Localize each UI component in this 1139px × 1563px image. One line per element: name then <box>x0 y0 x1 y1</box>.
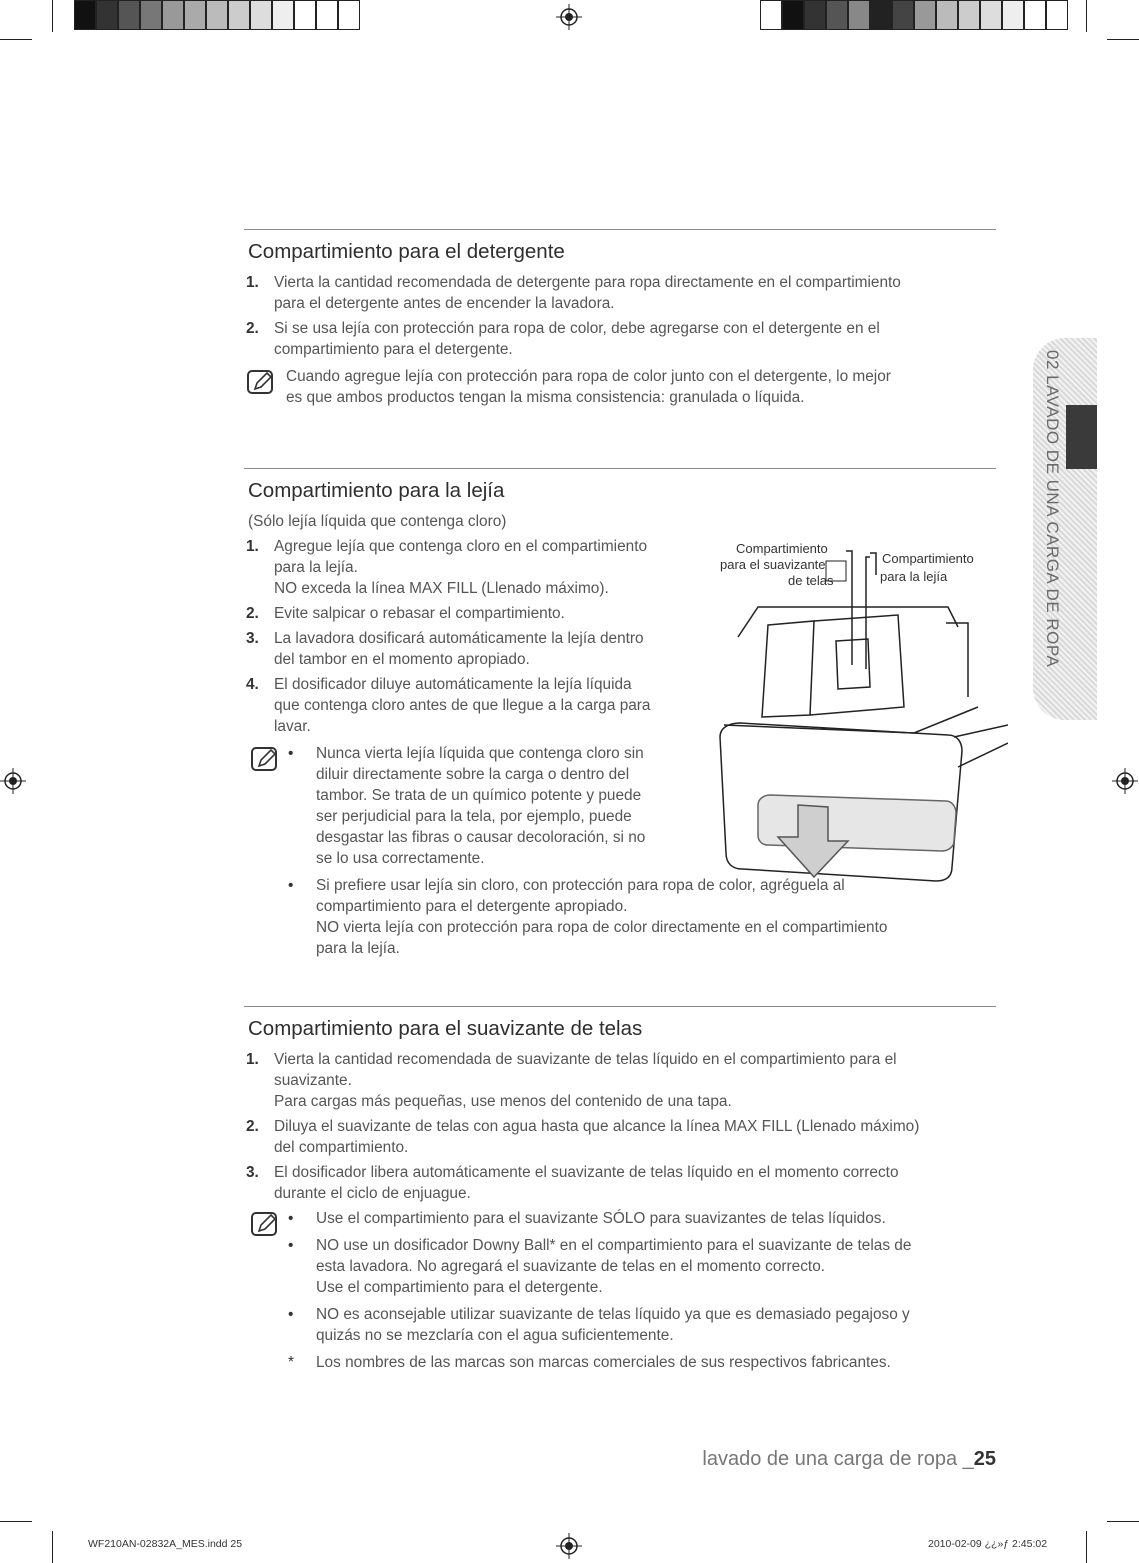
bullet-line: quizás no se mezclaría con el agua suficientemente. <box>316 1327 674 1344</box>
item-number: 1. <box>246 274 259 291</box>
bullet-line: diluir directamente sobre la carga o dentro del <box>316 766 630 783</box>
crop-mark <box>1086 0 1087 32</box>
item-line: para el detergente antes de encender la lavadora. <box>274 295 615 312</box>
section-softener <box>244 1006 996 1379</box>
chapter-tab-label: 02 LAVADO DE UNA CARGA DE ROPA <box>1043 350 1062 668</box>
note-line: es que ambos productos tengan la misma consistencia: granulada o líquida. <box>286 389 805 406</box>
item-number: 2. <box>246 1118 259 1135</box>
list-item <box>244 1116 996 1158</box>
note-footnote <box>244 1352 996 1373</box>
item-line: del compartimiento. <box>274 1139 409 1156</box>
item-line: Vierta la cantidad recomendada de suavizante de telas líquido en el compartimiento para el <box>274 1051 897 1068</box>
list-item <box>244 318 996 360</box>
bullet-mark: • <box>288 745 294 762</box>
bullet-line: se lo usa correctamente. <box>316 850 485 867</box>
section-detergent <box>244 229 996 408</box>
bullet-line: Nunca vierta lejía líquida que contenga cloro sin <box>316 745 644 762</box>
item-number: 3. <box>246 1164 259 1181</box>
registration-mark-icon <box>556 4 582 30</box>
list-item <box>244 1049 996 1112</box>
page-footer-title <box>702 1448 996 1471</box>
bullet-line: ser perjudicial para la tela, por ejemplo, puede <box>316 808 632 825</box>
bullet-line: Los nombres de las marcas son marcas comerciales de sus respectivos fabricantes. <box>316 1354 891 1371</box>
item-line: La lavadora dosificará automáticamente la lejía dentro <box>274 630 644 647</box>
bullet-mark: • <box>288 1237 294 1254</box>
item-line: del tambor en el momento apropiado. <box>274 651 530 668</box>
chapter-tab-marker <box>1066 405 1097 469</box>
crop-mark <box>1107 1521 1139 1522</box>
bleach-label-line: Compartimiento <box>882 551 974 566</box>
list-item <box>244 536 736 599</box>
bullet-line: NO use un dosificador Downy Ball* en el compartimiento para el suavizante de telas de <box>316 1237 912 1254</box>
dispenser-drawing <box>720 551 1008 881</box>
crop-mark <box>52 1531 53 1563</box>
print-timestamp: 2010-02-09 ¿¿»ƒ 2:45:02 <box>928 1538 1048 1550</box>
item-line: que contenga cloro antes de que llegue a la carga para <box>274 697 651 714</box>
note-bullet <box>244 1304 996 1346</box>
color-bar-left <box>74 0 360 30</box>
item-number: 1. <box>246 1051 259 1068</box>
item-line: Para cargas más pequeñas, use menos del contenido de una tapa. <box>274 1093 732 1110</box>
item-line: Evite salpicar o rebasar el compartimiento. <box>274 605 565 622</box>
note-bullet <box>244 1235 996 1298</box>
item-number: 2. <box>246 605 259 622</box>
section-title: Compartimiento para el suavizante de telas <box>248 1017 643 1040</box>
bullet-line: para la lejía. <box>316 940 400 957</box>
section-rule <box>244 229 996 230</box>
list-item <box>244 272 996 314</box>
crop-mark <box>1107 39 1139 40</box>
crop-mark <box>0 1521 32 1522</box>
color-bar-right <box>760 0 1068 30</box>
note-bullet <box>244 743 716 869</box>
item-line: Vierta la cantidad recomendada de detergente para ropa directamente en el compartimiento <box>274 274 901 291</box>
list-item <box>244 603 736 624</box>
crop-mark <box>1086 1531 1087 1563</box>
section-rule <box>244 468 996 469</box>
bullet-mark: • <box>288 877 294 894</box>
item-line: lavar. <box>274 718 311 735</box>
softener-label-line: Compartimiento <box>736 541 828 556</box>
bleach-label-line: para la lejía <box>880 569 948 584</box>
note-block <box>244 1208 996 1373</box>
list-item <box>244 674 736 737</box>
list-item <box>244 1162 996 1204</box>
section-intro: (Sólo lejía líquida que contenga cloro) <box>248 513 507 530</box>
list-item <box>244 628 736 670</box>
item-line: El dosificador libera automáticamente el suavizante de telas líquido en el momento correcto <box>274 1164 899 1181</box>
note-line: Cuando agregue lejía con protección para ropa de color junto con el detergente, lo mejor <box>286 368 891 385</box>
crop-mark <box>52 0 53 32</box>
bullet-line: Si prefiere usar lejía sin cloro, con protección para ropa de color, agréguela al <box>316 877 845 894</box>
bullet-line: tambor. Se trata de un químico potente y puede <box>316 787 642 804</box>
bullet-line: Use el compartimiento para el detergente. <box>316 1279 603 1296</box>
registration-mark-icon <box>556 1533 582 1559</box>
section-rule <box>244 1006 996 1007</box>
item-line: para la lejía. <box>274 559 358 576</box>
dispenser-diagram <box>718 537 1008 882</box>
registration-mark-icon <box>1112 768 1138 794</box>
bullet-line: esta lavadora. No agregará el suavizante de telas en el momento correcto. <box>316 1258 826 1275</box>
softener-label-line: de telas <box>788 573 834 588</box>
item-number: 2. <box>246 320 259 337</box>
item-line: Diluya el suavizante de telas con agua hasta que alcance la línea MAX FILL (Llenado máximo) <box>274 1118 920 1135</box>
item-line: compartimiento para el detergente. <box>274 341 513 358</box>
item-number: 3. <box>246 630 259 647</box>
bullet-line: desgastar las fibras o causar decoloración, si no <box>316 829 646 846</box>
item-number: 1. <box>246 538 259 555</box>
item-number: 4. <box>246 676 259 693</box>
bullet-line: compartimiento para el detergente apropiado. <box>316 898 628 915</box>
section-title: Compartimiento para la lejía <box>248 479 505 502</box>
softener-label-line: para el suavizante <box>720 557 826 572</box>
page-number: 25 <box>973 1448 996 1470</box>
item-line: NO exceda la línea MAX FILL (Llenado máximo). <box>274 580 609 597</box>
bullet-line: Use el compartimiento para el suavizante SÓLO para suavizantes de telas líquidos. <box>316 1210 886 1227</box>
print-file-name: WF210AN-02832A_MES.indd 25 <box>88 1538 243 1550</box>
note-pencil-icon <box>246 368 276 396</box>
bullet-mark: * <box>288 1354 294 1371</box>
section-title: Compartimiento para el detergente <box>248 240 565 263</box>
crop-mark <box>0 39 32 40</box>
bullet-mark: • <box>288 1210 294 1227</box>
item-line: Si se usa lejía con protección para ropa de color, debe agregarse con el detergente en el <box>274 320 880 337</box>
bullet-line: NO es aconsejable utilizar suavizante de telas líquido ya que es demasiado pegajoso y <box>316 1306 910 1323</box>
item-line: Agregue lejía que contenga cloro en el compartimiento <box>274 538 648 555</box>
note <box>244 366 996 408</box>
item-line: El dosificador diluye automáticamente la lejía líquida <box>274 676 632 693</box>
bullet-mark: • <box>288 1306 294 1323</box>
note-bullet <box>244 875 996 959</box>
registration-mark-icon <box>0 768 26 794</box>
footer-chapter-text: lavado de una carga de ropa _ <box>702 1448 974 1470</box>
bullet-line: NO vierta lejía con protección para ropa de color directamente en el compartimiento <box>316 919 888 936</box>
item-line: durante el ciclo de enjuague. <box>274 1185 471 1202</box>
note-bullet <box>244 1208 996 1229</box>
item-line: suavizante. <box>274 1072 352 1089</box>
